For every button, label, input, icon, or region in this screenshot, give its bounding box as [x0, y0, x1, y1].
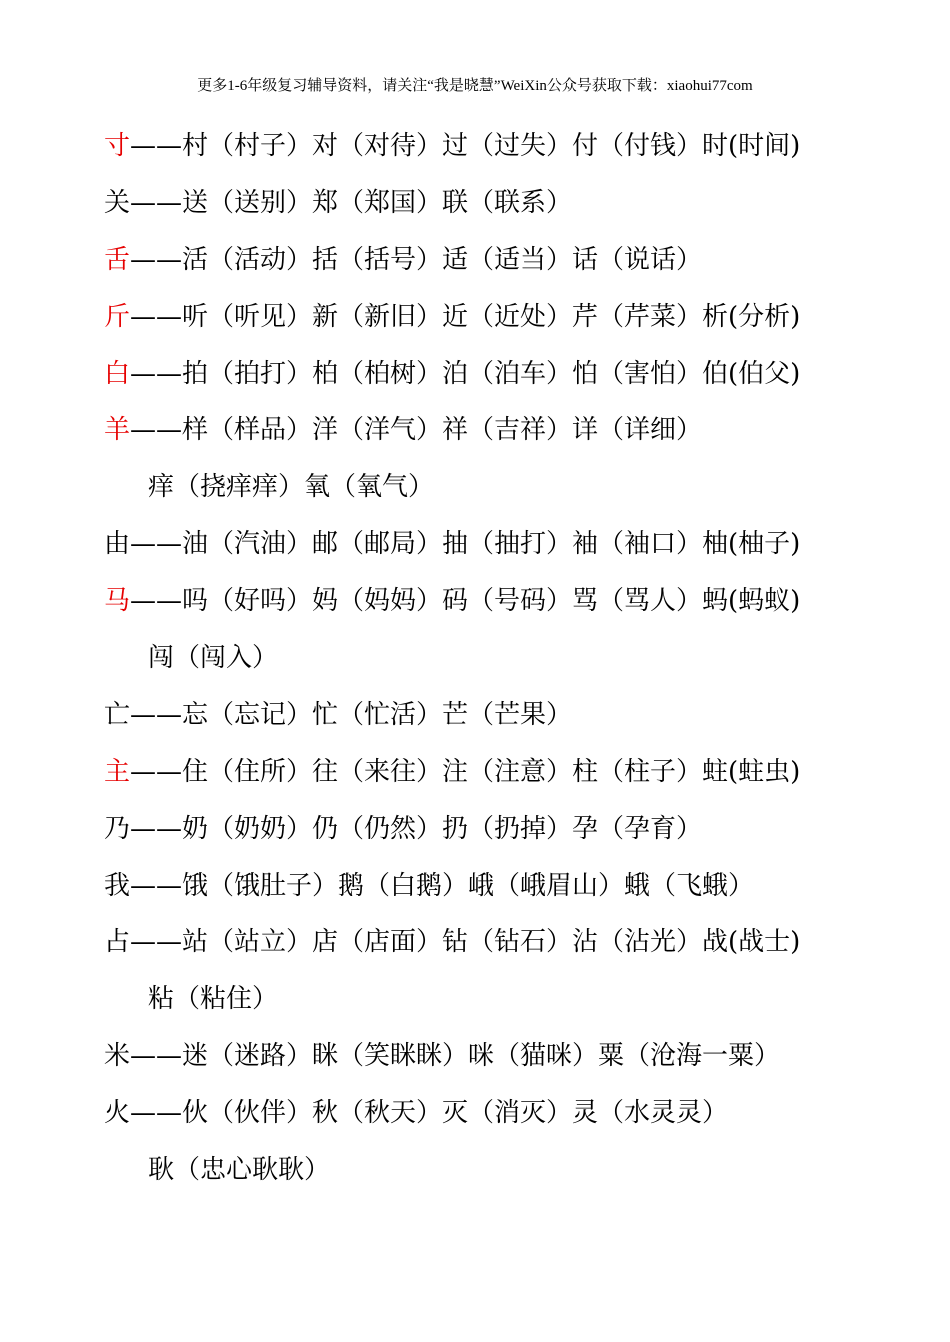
radical-char: 马: [104, 586, 131, 617]
word-list: ——样（样品）洋（洋气）祥（吉祥）详（详细）: [130, 415, 703, 446]
radical-line: [104, 1028, 864, 1085]
radical-char: 白: [104, 358, 131, 389]
continuation-line: [104, 1142, 864, 1199]
radical-line: [104, 1085, 864, 1142]
word-list: ——伙（伙伴）秋（秋天）灭（消灭）灵（水灵灵）: [130, 1098, 729, 1129]
radical-line: [104, 687, 864, 744]
radical-char: 由: [104, 529, 131, 560]
page-header: 更多1-6年级复习辅导资料，请关注“我是晓慧”WeiXin公众号获取下载：xiaohui77com: [197, 78, 753, 94]
word-list: ——送（送别）郑（郑国）联（联系）: [130, 187, 573, 218]
word-list: ——吗（好吗）妈（妈妈）码（号码）骂（骂人）蚂(蚂蚁): [130, 586, 801, 617]
radical-char: 亡: [104, 699, 131, 730]
word-list: 粘（粘住）: [148, 984, 279, 1015]
word-list: ——活（活动）括（括号）适（适当）话（说话）: [130, 244, 703, 275]
radical-char: 舌: [104, 244, 131, 275]
radical-char: 关: [104, 187, 131, 218]
continuation-line: [104, 459, 864, 516]
radical-char: 乃: [104, 813, 131, 844]
word-list: ——村（村子）对（对待）过（过失）付（付钱）时(时间): [130, 131, 801, 161]
word-list: 痒（挠痒痒）氧（氧气）: [148, 472, 435, 503]
word-list: ——忘（忘记）忙（忙活）芒（芒果）: [130, 699, 573, 730]
word-list: ——听（听见）新（新旧）近（近处）芹（芹菜）析(分析): [130, 301, 801, 332]
radical-line: [104, 516, 864, 573]
word-list: ——拍（拍打）柏（柏树）泊（泊车）怕（害怕）伯(伯父): [130, 358, 801, 389]
radical-char: 主: [104, 756, 131, 787]
radical-line: [104, 175, 864, 232]
word-list: ——住（住所）往（来往）注（注意）柱（柱子）蛀(蛀虫): [130, 756, 801, 787]
radical-char: 羊: [104, 415, 131, 446]
radical-char: 火: [104, 1098, 131, 1129]
radical-line: [104, 801, 864, 858]
continuation-line: [104, 630, 864, 687]
word-list: ——奶（奶奶）仍（仍然）扔（扔掉）孕（孕育）: [130, 813, 703, 844]
radical-line: [104, 402, 864, 459]
word-list: ——站（站立）店（店面）钻（钻石）沾（沾光）战(战士): [130, 927, 801, 958]
radical-line: [104, 744, 864, 801]
word-list: ——油（汽油）邮（邮局）抽（抽打）袖（袖口）柚(柚子): [130, 529, 801, 560]
radical-char: 寸: [104, 131, 131, 161]
radical-char: 占: [104, 927, 131, 958]
character-list: [104, 118, 864, 1199]
radical-line: [104, 346, 864, 403]
word-list: 耿（忠心耿耿）: [148, 1155, 331, 1186]
radical-line: [104, 232, 864, 289]
continuation-line: [104, 971, 864, 1028]
radical-char: 我: [104, 870, 131, 901]
radical-char: 斤: [104, 301, 131, 332]
radical-line: [104, 573, 864, 630]
radical-line: [104, 914, 864, 971]
radical-line: [104, 858, 864, 915]
word-list: 闯（闯入）: [148, 643, 279, 674]
radical-line: [104, 118, 864, 175]
word-list: ——饿（饿肚子）鹅（白鹅）峨（峨眉山）蛾（飞蛾）: [130, 870, 755, 901]
radical-char: 米: [104, 1041, 131, 1072]
word-list: ——迷（迷路）眯（笑眯眯）咪（猫咪）粟（沧海一粟）: [130, 1041, 781, 1072]
radical-line: [104, 289, 864, 346]
